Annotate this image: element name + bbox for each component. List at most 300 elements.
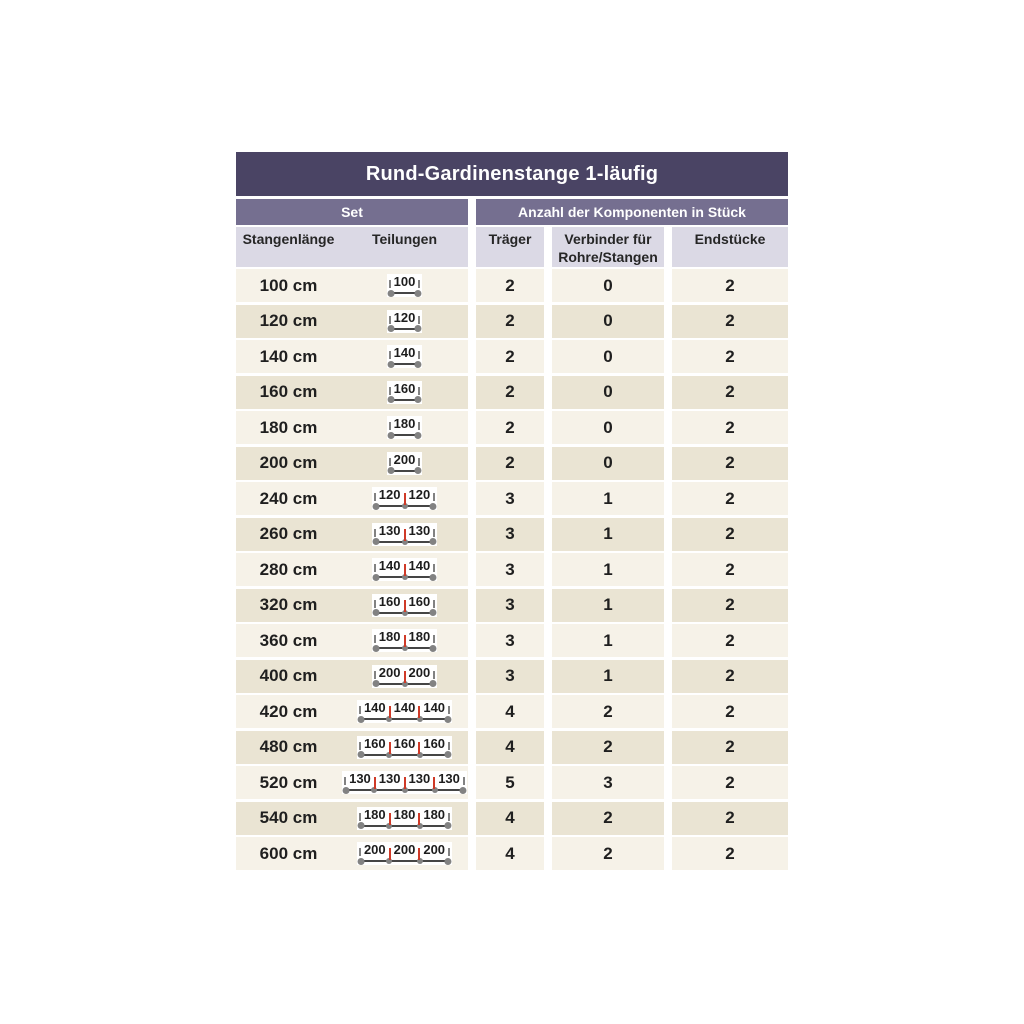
rod-end-dot-icon — [357, 858, 364, 865]
rod-length-label: 140 cm — [259, 346, 318, 366]
rod-length-label: 160 cm — [259, 382, 318, 401]
traeger-count: 3 — [505, 666, 515, 685]
rod-length-label: 240 cm — [259, 488, 318, 508]
traeger-cell — [476, 589, 544, 622]
verbinder-count: 0 — [603, 453, 613, 472]
table-row — [236, 837, 788, 870]
segment-label: 120 — [408, 487, 431, 502]
rod-end-dot-icon — [387, 290, 394, 297]
endstuecke-count: 2 — [725, 737, 735, 756]
traeger-cell — [476, 731, 544, 764]
set-cell — [236, 660, 468, 693]
divisions-cell — [341, 452, 468, 475]
segment-label: 140 — [423, 700, 446, 715]
endstuecke-cell — [672, 518, 788, 551]
divisions-cell — [341, 416, 468, 439]
traeger-cell — [476, 837, 544, 870]
diagram-labels — [389, 346, 421, 359]
traeger-cell — [476, 553, 544, 586]
segment-label: 160 — [363, 735, 386, 751]
rod-end-dot-icon — [459, 787, 466, 794]
traeger-count: 3 — [505, 559, 515, 579]
divisions-cell — [341, 381, 468, 404]
set-cell — [236, 837, 468, 870]
verbinder-cell — [552, 553, 664, 586]
rod-end-dot-icon — [387, 396, 394, 403]
column-header-divisions: Teilungen — [371, 231, 438, 247]
verbinder-cell — [552, 802, 664, 835]
endstuecke-cell — [672, 660, 788, 693]
rod-length-label: 320 cm — [259, 595, 318, 614]
divisions-cell — [341, 310, 468, 333]
segment-label: 120 — [378, 487, 401, 502]
traeger-cell — [476, 482, 544, 515]
segment-label: 200 — [393, 451, 416, 467]
verbinder-cell — [552, 837, 664, 870]
verbinder-cell — [552, 589, 664, 622]
rod-line — [359, 857, 450, 865]
rod-length-label: 420 cm — [259, 701, 318, 721]
traeger-count: 2 — [505, 453, 515, 472]
division-diagram — [342, 771, 467, 794]
table-row — [236, 482, 788, 515]
traeger-count: 2 — [505, 311, 515, 330]
rod-end-dot-icon — [415, 290, 422, 297]
verbinder-count: 3 — [603, 772, 613, 792]
segment-label: 140 — [378, 558, 401, 573]
segment-label: 180 — [393, 416, 416, 431]
traeger-cell — [476, 766, 544, 799]
verbinder-count: 1 — [603, 488, 613, 508]
traeger-count: 3 — [505, 488, 515, 508]
set-cell — [236, 731, 468, 764]
traeger-cell — [476, 660, 544, 693]
rod-end-dot-icon — [372, 574, 379, 581]
table-row — [236, 269, 788, 302]
table-row — [236, 660, 788, 693]
division-diagram — [387, 381, 423, 404]
end-tick-icon — [418, 387, 420, 395]
verbinder-count: 1 — [603, 524, 613, 543]
rod-length-label: 600 cm — [259, 843, 318, 863]
segment-label: 100 — [393, 274, 416, 289]
segment-label: 130 — [408, 522, 431, 538]
rod-end-dot-icon — [415, 361, 422, 368]
rod-length-label: 200 cm — [259, 453, 318, 472]
endstuecke-cell — [672, 802, 788, 835]
endstuecke-count: 2 — [725, 666, 735, 685]
set-cell — [236, 340, 468, 373]
endstuecke-count: 2 — [725, 453, 735, 472]
rod-end-dot-icon — [387, 432, 394, 439]
end-tick-icon — [418, 351, 420, 359]
segment-label: 180 — [393, 806, 416, 822]
verbinder-count: 1 — [603, 630, 613, 650]
set-cell — [236, 305, 468, 338]
verbinder-count: 0 — [603, 346, 613, 366]
division-diagram — [372, 594, 437, 617]
set-cell — [236, 411, 468, 444]
division-diagram — [387, 452, 423, 475]
endstuecke-count: 2 — [725, 346, 735, 366]
divisions-cell — [341, 736, 468, 759]
diagram-labels — [374, 595, 435, 608]
table-row — [236, 624, 788, 657]
table-row — [236, 518, 788, 551]
table-row — [236, 553, 788, 586]
endstuecke-cell — [672, 837, 788, 870]
traeger-cell — [476, 802, 544, 835]
end-tick-icon — [448, 742, 450, 750]
traeger-count: 4 — [505, 701, 515, 721]
traeger-cell — [476, 695, 544, 728]
endstuecke-cell — [672, 695, 788, 728]
verbinder-count: 2 — [603, 808, 613, 827]
rod-end-dot-icon — [444, 751, 451, 758]
endstuecke-cell — [672, 553, 788, 586]
table-row — [236, 802, 788, 835]
rod-end-dot-icon — [387, 361, 394, 368]
endstuecke-cell — [672, 447, 788, 480]
traeger-cell — [476, 518, 544, 551]
end-tick-icon — [433, 600, 435, 608]
endstuecke-cell — [672, 376, 788, 409]
end-tick-icon — [433, 671, 435, 679]
segment-label: 180 — [423, 806, 446, 822]
segment-label: 160 — [393, 735, 416, 751]
division-diagram — [372, 523, 437, 546]
traeger-cell — [476, 376, 544, 409]
endstuecke-cell — [672, 269, 788, 302]
set-cell — [236, 553, 468, 586]
divisions-cell — [341, 700, 468, 723]
traeger-count: 2 — [505, 382, 515, 401]
traeger-count: 3 — [505, 524, 515, 543]
rod-end-dot-icon — [357, 716, 364, 723]
rod-end-dot-icon — [430, 680, 437, 687]
rod-line — [389, 360, 421, 368]
division-diagram — [357, 700, 452, 723]
verbinder-count: 2 — [603, 737, 613, 756]
verbinder-cell — [552, 411, 664, 444]
set-cell — [236, 482, 468, 515]
endstuecke-cell — [672, 589, 788, 622]
diagram-labels — [389, 275, 421, 288]
divisions-cell — [341, 487, 468, 510]
diagram-labels — [389, 382, 421, 395]
verbinder-cell — [552, 376, 664, 409]
rod-line — [359, 715, 450, 723]
segment-label: 200 — [378, 664, 401, 680]
endstuecke-count: 2 — [725, 417, 735, 437]
verbinder-cell — [552, 269, 664, 302]
rod-length-label: 400 cm — [259, 666, 318, 685]
segment-label: 130 — [378, 771, 401, 786]
endstuecke-count: 2 — [725, 701, 735, 721]
traeger-cell — [476, 447, 544, 480]
diagram-labels — [389, 311, 421, 324]
division-diagram — [357, 842, 452, 865]
traeger-count: 5 — [505, 772, 515, 792]
endstuecke-count: 2 — [725, 524, 735, 543]
rod-end-dot-icon — [415, 432, 422, 439]
rod-bar — [360, 754, 449, 756]
segment-label: 200 — [363, 842, 386, 857]
endstuecke-count: 2 — [725, 559, 735, 579]
rod-end-dot-icon — [415, 325, 422, 332]
segment-label: 130 — [408, 771, 431, 786]
end-tick-icon — [433, 635, 435, 643]
segment-label: 160 — [378, 593, 401, 609]
verbinder-cell — [552, 340, 664, 373]
table-row — [236, 340, 788, 373]
rod-line — [389, 467, 421, 475]
division-diagram — [387, 345, 423, 368]
divisions-cell — [341, 523, 468, 546]
segment-label: 160 — [393, 380, 416, 396]
column-header-verbinder: Verbinder für Rohre/Stangen — [552, 227, 664, 267]
segment-label: 160 — [408, 593, 431, 609]
end-tick-icon — [418, 280, 420, 288]
end-tick-icon — [418, 316, 420, 324]
column-header-endstuecke: Endstücke — [672, 227, 788, 267]
endstuecke-cell — [672, 482, 788, 515]
traeger-count: 3 — [505, 630, 515, 650]
rod-line — [389, 431, 421, 439]
rod-end-dot-icon — [444, 716, 451, 723]
endstuecke-count: 2 — [725, 311, 735, 330]
table-row — [236, 731, 788, 764]
rod-end-dot-icon — [444, 822, 451, 829]
rod-length-label: 180 cm — [259, 417, 318, 437]
rod-end-dot-icon — [343, 787, 350, 794]
rod-line — [389, 396, 421, 404]
segment-label: 200 — [393, 842, 416, 857]
divisions-cell — [341, 274, 468, 297]
rod-length-label: 540 cm — [259, 808, 318, 827]
rod-end-dot-icon — [372, 680, 379, 687]
rod-length-label: 480 cm — [259, 737, 318, 756]
verbinder-cell — [552, 624, 664, 657]
column-header-length: Stangenlänge — [242, 231, 335, 247]
segment-label: 130 — [378, 522, 401, 538]
verbinder-cell — [552, 447, 664, 480]
end-tick-icon — [418, 422, 420, 430]
verbinder-cell — [552, 305, 664, 338]
divisions-cell — [341, 665, 468, 688]
rod-bar — [360, 860, 449, 862]
endstuecke-count: 2 — [725, 595, 735, 614]
set-cell — [236, 589, 468, 622]
rod-end-dot-icon — [372, 538, 379, 545]
verbinder-cell — [552, 660, 664, 693]
divisions-cell — [341, 594, 468, 617]
segment-label: 120 — [393, 309, 416, 325]
rod-bar — [360, 718, 449, 720]
traeger-count: 3 — [505, 595, 515, 614]
traeger-cell — [476, 269, 544, 302]
verbinder-count: 0 — [603, 382, 613, 401]
segment-label: 130 — [349, 771, 371, 786]
rod-bar — [360, 825, 449, 827]
verbinder-count: 0 — [603, 275, 613, 295]
division-diagram — [387, 274, 423, 297]
divisions-cell — [341, 629, 468, 652]
verbinder-cell — [552, 518, 664, 551]
segment-label: 140 — [393, 700, 416, 715]
group-header-set: Set — [236, 199, 468, 225]
rod-end-dot-icon — [415, 467, 422, 474]
end-tick-icon — [448, 813, 450, 821]
diagram-labels — [389, 453, 421, 466]
group-header-row — [236, 199, 788, 225]
diagram-labels — [374, 524, 435, 537]
table-row — [236, 376, 788, 409]
segment-label: 140 — [393, 345, 416, 360]
diagram-labels — [359, 701, 450, 714]
endstuecke-count: 2 — [725, 808, 735, 827]
set-cell — [236, 518, 468, 551]
rod-end-dot-icon — [357, 822, 364, 829]
division-diagram — [372, 487, 437, 510]
rod-end-dot-icon — [415, 396, 422, 403]
traeger-cell — [476, 340, 544, 373]
rod-line — [359, 822, 450, 830]
column-header-traeger: Träger — [476, 227, 544, 267]
rod-end-dot-icon — [430, 645, 437, 652]
end-tick-icon — [433, 564, 435, 572]
endstuecke-cell — [672, 766, 788, 799]
table-row — [236, 589, 788, 622]
table-row — [236, 411, 788, 444]
rod-line — [359, 751, 450, 759]
traeger-cell — [476, 411, 544, 444]
set-cell — [236, 695, 468, 728]
segment-label: 130 — [438, 771, 460, 786]
rod-length-label: 120 cm — [259, 311, 318, 330]
verbinder-count: 1 — [603, 666, 613, 685]
verbinder-cell — [552, 731, 664, 764]
division-diagram — [372, 629, 437, 652]
divisions-cell — [341, 771, 468, 794]
divisions-cell — [341, 842, 468, 865]
verbinder-cell — [552, 695, 664, 728]
set-cell — [236, 269, 468, 302]
rod-length-label: 260 cm — [259, 524, 318, 543]
set-cell — [236, 376, 468, 409]
diagram-labels — [374, 666, 435, 679]
rod-end-dot-icon — [430, 503, 437, 510]
divisions-cell — [341, 345, 468, 368]
division-diagram — [357, 736, 452, 759]
end-tick-icon — [433, 493, 435, 501]
end-tick-icon — [448, 848, 450, 856]
diagram-labels — [344, 772, 465, 785]
endstuecke-cell — [672, 340, 788, 373]
end-tick-icon — [418, 458, 420, 466]
traeger-count: 4 — [505, 737, 515, 756]
traeger-count: 2 — [505, 275, 515, 295]
table-row — [236, 305, 788, 338]
rod-length-label: 360 cm — [259, 630, 318, 650]
rod-end-dot-icon — [387, 467, 394, 474]
end-tick-icon — [448, 706, 450, 714]
segment-label: 140 — [363, 700, 386, 715]
set-cell — [236, 624, 468, 657]
endstuecke-count: 2 — [725, 488, 735, 508]
diagram-labels — [374, 559, 435, 572]
column-header-set-group — [236, 227, 468, 267]
traeger-count: 4 — [505, 843, 515, 863]
segment-label: 160 — [423, 735, 446, 751]
divisions-cell — [341, 558, 468, 581]
end-tick-icon — [463, 777, 465, 785]
curtain-rod-table — [236, 152, 788, 870]
endstuecke-cell — [672, 411, 788, 444]
table-title: Rund-Gardinenstange 1-läufig — [236, 152, 788, 196]
end-tick-icon — [433, 529, 435, 537]
division-diagram — [372, 665, 437, 688]
segment-label: 200 — [408, 664, 431, 680]
rod-end-dot-icon — [372, 645, 379, 652]
diagram-labels — [374, 630, 435, 643]
rod-end-dot-icon — [430, 609, 437, 616]
diagram-labels — [359, 737, 450, 750]
division-diagram — [387, 310, 423, 333]
rod-end-dot-icon — [444, 858, 451, 865]
segment-label: 180 — [408, 629, 431, 644]
verbinder-count: 2 — [603, 701, 613, 721]
verbinder-count: 1 — [603, 559, 613, 579]
rod-end-dot-icon — [357, 751, 364, 758]
diagram-labels — [359, 808, 450, 821]
set-cell — [236, 802, 468, 835]
column-header-row — [236, 227, 788, 267]
division-diagram — [357, 807, 452, 830]
table-row — [236, 766, 788, 799]
set-cell — [236, 766, 468, 799]
rod-length-label: 280 cm — [259, 559, 318, 579]
endstuecke-count: 2 — [725, 843, 735, 863]
set-cell — [236, 447, 468, 480]
rod-end-dot-icon — [387, 325, 394, 332]
rod-end-dot-icon — [430, 574, 437, 581]
rod-end-dot-icon — [372, 609, 379, 616]
segment-label: 180 — [378, 629, 401, 644]
diagram-labels — [389, 417, 421, 430]
endstuecke-cell — [672, 305, 788, 338]
verbinder-cell — [552, 766, 664, 799]
endstuecke-count: 2 — [725, 275, 735, 295]
traeger-cell — [476, 305, 544, 338]
endstuecke-count: 2 — [725, 772, 735, 792]
group-header-components: Anzahl der Komponenten in Stück — [476, 199, 788, 225]
verbinder-count: 1 — [603, 595, 613, 614]
rod-length-label: 520 cm — [259, 772, 318, 792]
division-diagram — [387, 416, 423, 439]
verbinder-count: 0 — [603, 417, 613, 437]
segment-label: 200 — [423, 842, 446, 857]
rod-end-dot-icon — [430, 538, 437, 545]
verbinder-count: 2 — [603, 843, 613, 863]
table-body — [236, 269, 788, 870]
endstuecke-count: 2 — [725, 382, 735, 401]
rod-length-label: 100 cm — [259, 275, 318, 295]
rod-line — [389, 289, 421, 297]
division-diagram — [372, 558, 437, 581]
table-row — [236, 695, 788, 728]
diagram-labels — [374, 488, 435, 501]
